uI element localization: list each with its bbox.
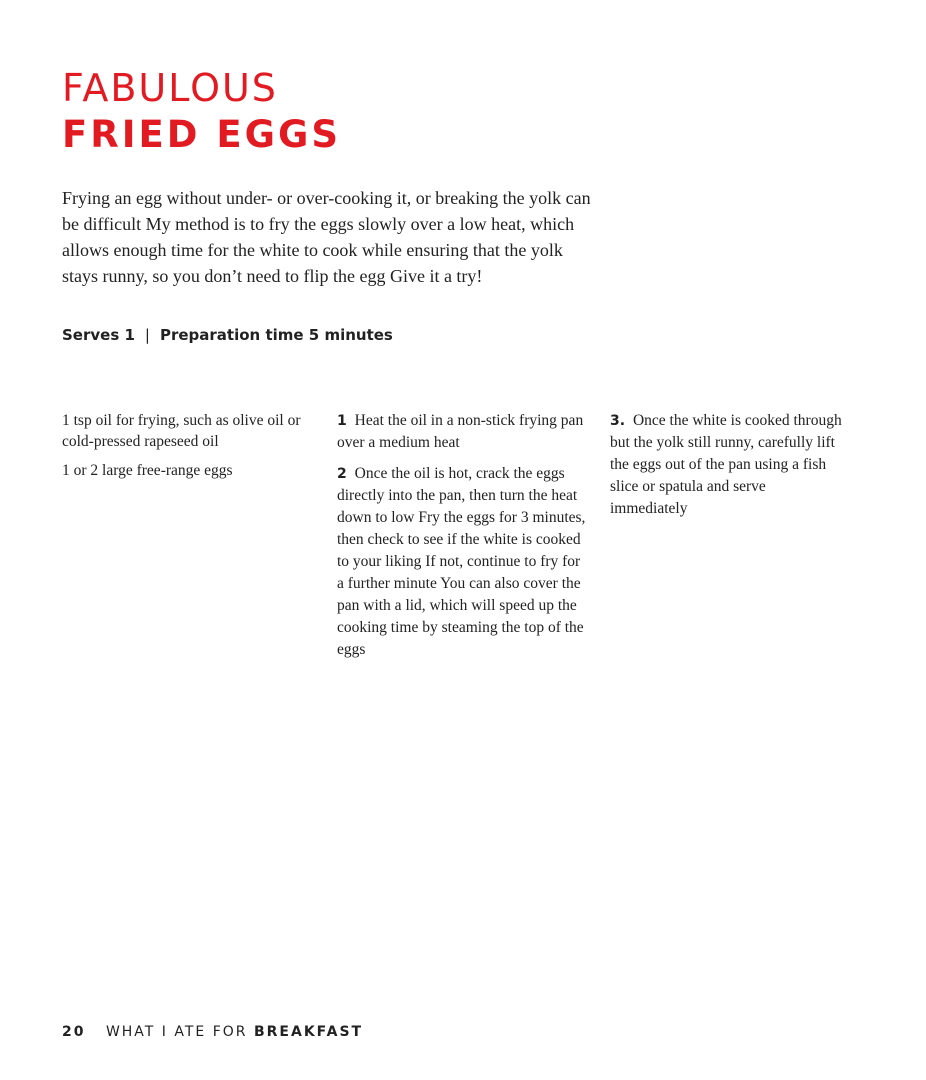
step-text: Heat the oil in a non-stick frying pan over a medium heat <box>337 412 584 451</box>
serves-label: Serves 1 <box>62 326 135 344</box>
meta-separator: | <box>144 326 150 344</box>
page-footer <box>62 1024 363 1040</box>
running-title-bold: BREAKFAST <box>253 1024 364 1040</box>
running-title: WHAT I ATE FOR <box>105 1024 248 1040</box>
recipe-title <box>62 66 341 160</box>
step-number: 3. <box>610 413 626 429</box>
method-column-2 <box>610 410 846 529</box>
step-text: Once the oil is hot, crack the eggs directly into the pan, then turn the heat down to low Fry the eggs for 3 minutes, then check to see if the white is cooked to your liking If not, continue to fry for a further minute You can also cover the pan with a lid, which will speed up the cooking time by steaming the top of the eggs <box>337 465 586 658</box>
ingredient-item: 1 tsp oil for frying, such as olive oil or cold-pressed rapeseed oil <box>62 412 301 450</box>
title-line-2: FRIED EGGS <box>62 113 342 156</box>
recipe-meta <box>62 325 393 345</box>
method-step <box>337 410 589 454</box>
method-column-1 <box>337 410 589 670</box>
title-line-1: FABULOUS <box>62 66 278 110</box>
method-step <box>610 410 846 520</box>
step-number: 2 <box>337 466 347 482</box>
step-text: Once the white is cooked through but the yolk still runny, carefully lift the eggs out of the pan using a fish slice or spatula and serve immediately <box>610 412 842 517</box>
ingredients-list <box>62 410 320 489</box>
method-step <box>337 463 589 661</box>
step-number: 1 <box>337 413 347 429</box>
prep-time-label: Preparation time 5 minutes <box>159 326 393 344</box>
intro-paragraph: Frying an egg without under- or over-cooking it, or breaking the yolk can be difficult My method is to fry the eggs slowly over a low heat, which allows enough time for the white to cook while ensuring that the yolk stays runny, so you don’t need to flip the egg Give it a try! <box>62 188 591 286</box>
ingredient-item: 1 or 2 large free-range eggs <box>62 462 233 479</box>
page-number: 20 <box>62 1024 86 1040</box>
